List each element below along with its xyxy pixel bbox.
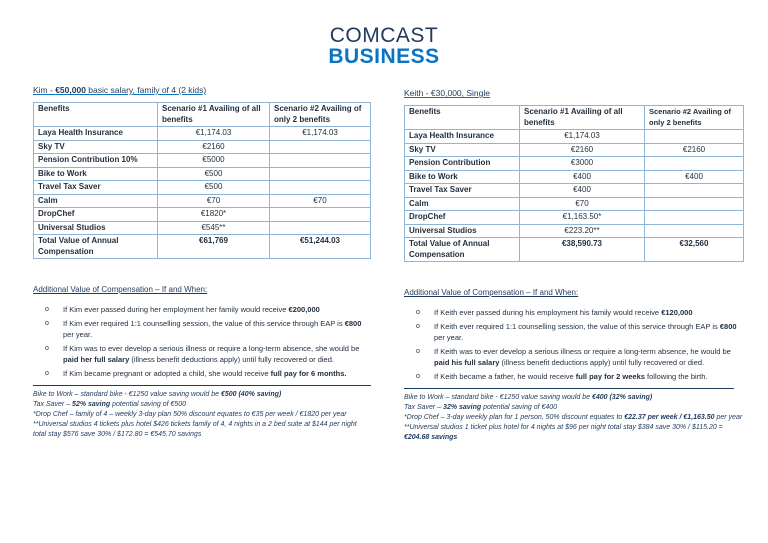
text-part: (illness benefit deductions apply) until fully recovered or died.: [129, 355, 334, 364]
table-header-row: [405, 106, 744, 130]
text-part: If Kim became pregnant or adopted a child, she would receive: [63, 369, 271, 378]
benefit-name: Bike to Work: [405, 170, 520, 184]
scenario-2-value: [270, 181, 371, 195]
text-part: (illness benefit deductions apply) until fully recovered or died.: [499, 358, 705, 367]
text-part: *Drop Chef – 3-day weekly plan for 1 person, 50% discount equates to: [404, 414, 625, 421]
text-bold: paid her full salary: [63, 355, 130, 364]
total-label: Total Value of Annual Compensation: [405, 238, 520, 262]
total-label: Total Value of Annual Compensation: [34, 235, 158, 259]
keith-footnotes: [404, 393, 744, 443]
scenario-2-value: [645, 224, 744, 238]
text-part: Bike to Work – standard bike - €1250 value saving would be: [404, 394, 592, 401]
total-row: [34, 235, 371, 259]
text-part: per year: [714, 414, 743, 421]
text-bold: €120,000: [661, 308, 693, 317]
keith-additional-list: [404, 307, 744, 382]
kim-heading-name: Kim -: [33, 85, 56, 95]
benefit-name: DropChef: [405, 211, 520, 225]
list-item: [404, 346, 744, 368]
text-part: If Kim ever passed during her employment her family would receive: [63, 305, 289, 314]
table-row: [34, 167, 371, 181]
scenario-1-value: €2160: [520, 143, 645, 157]
table-row: [34, 194, 371, 208]
bullet-icon: o: [416, 348, 420, 355]
bullet-icon: o: [416, 323, 420, 330]
scenario-1-value: €1,163.50*: [520, 211, 645, 225]
scenario-2-value: €70: [270, 194, 371, 208]
text-bold: paid his full salary: [434, 358, 500, 367]
kim-heading-salary: €50,000: [55, 85, 86, 95]
kim-benefits-table: [33, 102, 371, 259]
kim-additional-list: [33, 304, 371, 379]
header-scenario-2: Scenario #2 Availing of only 2 benefits: [645, 106, 744, 130]
scenario-2-value: [645, 184, 744, 198]
benefit-name: DropChef: [34, 208, 158, 222]
text-part: potential saving of €400: [481, 404, 558, 411]
footnote-line: [404, 413, 744, 423]
bullet-icon: o: [45, 320, 49, 327]
text-part: If Keith became a father, he would receive: [434, 372, 576, 381]
text-part: If Keith ever required 1:1 counselling session, the value of this service through EAP is: [434, 322, 720, 331]
scenario-2-value: [270, 140, 371, 154]
scenario-2-value: €2160: [645, 143, 744, 157]
scenario-2-value: [645, 130, 744, 144]
footnote-line: [33, 410, 371, 420]
scenario-1-value: €70: [158, 194, 270, 208]
total-scenario-1: €61,769: [158, 235, 270, 259]
kim-heading: [33, 85, 371, 96]
benefit-name: Laya Health Insurance: [34, 127, 158, 141]
list-item: [404, 307, 744, 318]
table-row: [405, 197, 744, 211]
benefit-name: Travel Tax Saver: [405, 184, 520, 198]
table-row: [34, 181, 371, 195]
bullet-icon: o: [416, 309, 420, 316]
keith-heading: Keith - €30,000, Single: [404, 88, 491, 98]
divider: [404, 388, 734, 389]
text-bold: €800: [719, 322, 737, 331]
scenario-1-value: €400: [520, 184, 645, 198]
table-row: [405, 143, 744, 157]
list-item: [33, 343, 371, 365]
kim-additional-title: Additional Value of Compensation – If and When:: [33, 285, 208, 294]
header-scenario-1: Scenario #1 Availing of all benefits: [158, 103, 270, 127]
benefit-name: Universal Studios: [405, 224, 520, 238]
table-row: [405, 130, 744, 144]
text-part: **Universal studios 4 tickets plus hotel $426 tickets family of 4, 4 nights in a 2 bed suite at $144 per night total stay $576 save 30% / $172.80 = €545.70 savings: [33, 421, 357, 438]
text-bold: full pay for 6 months.: [270, 369, 347, 378]
scenario-1-value: €2160: [158, 140, 270, 154]
benefit-name: Calm: [34, 194, 158, 208]
table-row: [405, 211, 744, 225]
footnote-line: [33, 420, 371, 440]
kim-heading-rest: basic salary, family of 4 (2 kids): [85, 85, 207, 95]
footnote-line: [33, 400, 371, 410]
scenario-1-value: €1820*: [158, 208, 270, 222]
keith-section: [404, 88, 744, 443]
text-part: If Kim was to ever develop a serious illness or require a long-term absence, she would be: [63, 344, 360, 353]
text-part: potential saving of €500: [110, 401, 187, 408]
text-bold: €22.37 per week / €1,163.50: [624, 414, 715, 421]
text-bold: €800: [344, 319, 362, 328]
scenario-1-value: €70: [520, 197, 645, 211]
text-bold: 32% saving: [443, 404, 482, 411]
scenario-2-value: [270, 221, 371, 235]
text-bold: 52% saving: [72, 401, 111, 408]
text-part: If Keith was to ever develop a serious illness or require a long-term absence, he would be: [434, 347, 731, 356]
text-bold: €400 (32% saving): [591, 394, 653, 401]
scenario-2-value: [270, 167, 371, 181]
scenario-2-value: €400: [645, 170, 744, 184]
text-part: following the birth.: [644, 372, 708, 381]
list-item: [404, 371, 744, 382]
scenario-1-value: €5000: [158, 154, 270, 168]
benefit-name: Pension Contribution: [405, 157, 520, 171]
total-scenario-2: €32,560: [645, 238, 744, 262]
table-header-row: [34, 103, 371, 127]
logo-comcast-text: COMCAST: [329, 24, 439, 47]
text-part: If Keith ever passed during his employment his family would receive: [434, 308, 662, 317]
kim-footnotes: [33, 390, 371, 440]
bullet-icon: o: [416, 373, 420, 380]
table-row: [405, 224, 744, 238]
total-scenario-1: €38,590.73: [520, 238, 645, 262]
total-scenario-2: €51,244.03: [270, 235, 371, 259]
text-part: per year.: [434, 333, 464, 342]
benefit-name: Sky TV: [405, 143, 520, 157]
benefit-name: Calm: [405, 197, 520, 211]
table-row: [34, 208, 371, 222]
header-scenario-2: Scenario #2 Availing of only 2 benefits: [270, 103, 371, 127]
footnote-line: [404, 423, 744, 443]
footnote-line: [404, 403, 744, 413]
table-row: [34, 154, 371, 168]
keith-additional-title: Additional Value of Compensation – If and When:: [404, 288, 579, 297]
benefit-name: Travel Tax Saver: [34, 181, 158, 195]
logo-business-text: BUSINESS: [328, 45, 440, 68]
text-part: Tax Saver –: [404, 404, 444, 411]
header-benefits: Benefits: [34, 103, 158, 127]
header-benefits: Benefits: [405, 106, 520, 130]
text-bold: €500 (40% saving): [220, 391, 282, 398]
scenario-1-value: €1,174.03: [158, 127, 270, 141]
table-row: [405, 157, 744, 171]
table-row: [34, 221, 371, 235]
text-bold: full pay for 2 weeks: [575, 372, 645, 381]
text-part: If Kim ever required 1:1 counselling session, the value of this service through EAP is: [63, 319, 345, 328]
list-item: [33, 368, 371, 379]
footnote-line: [404, 393, 744, 403]
kim-section: [33, 85, 371, 440]
benefit-name: Sky TV: [34, 140, 158, 154]
bullet-icon: o: [45, 345, 49, 352]
table-row: [405, 170, 744, 184]
total-row: [405, 238, 744, 262]
scenario-1-value: €1,174.03: [520, 130, 645, 144]
scenario-2-value: [645, 197, 744, 211]
text-bold: €204.68 savings: [404, 434, 458, 441]
scenario-1-value: €3000: [520, 157, 645, 171]
scenario-2-value: €1,174.03: [270, 127, 371, 141]
benefit-name: Pension Contribution 10%: [34, 154, 158, 168]
list-item: [33, 318, 371, 340]
text-part: **Universal studios 1 ticket plus hotel for 4 nights at $96 per night total stay $384 save 30% / $115.20 =: [404, 424, 723, 431]
list-item: [33, 304, 371, 315]
scenario-2-value: [270, 154, 371, 168]
bullet-icon: o: [45, 370, 49, 377]
list-item: [404, 321, 744, 343]
scenario-1-value: €500: [158, 167, 270, 181]
text-bold: €200,000: [288, 305, 320, 314]
scenario-1-value: €545**: [158, 221, 270, 235]
scenario-2-value: [270, 208, 371, 222]
benefit-name: Bike to Work: [34, 167, 158, 181]
table-row: [34, 127, 371, 141]
scenario-1-value: €500: [158, 181, 270, 195]
text-part: Bike to Work – standard bike - €1250 value saving would be: [33, 391, 221, 398]
header-scenario-1: Scenario #1 Availing of all benefits: [520, 106, 645, 130]
table-row: [34, 140, 371, 154]
scenario-1-value: €223.20**: [520, 224, 645, 238]
benefit-name: Laya Health Insurance: [405, 130, 520, 144]
scenario-2-value: [645, 211, 744, 225]
table-row: [405, 184, 744, 198]
bullet-icon: o: [45, 306, 49, 313]
divider: [33, 385, 371, 386]
footnote-line: [33, 390, 371, 400]
text-part: Tax Saver –: [33, 401, 73, 408]
scenario-1-value: €400: [520, 170, 645, 184]
benefit-name: Universal Studios: [34, 221, 158, 235]
text-part: *Drop Chef – family of 4 – weekly 3-day plan 50% discount equates to €35 per week / €1820 per year: [33, 411, 347, 418]
text-part: per year.: [63, 330, 93, 339]
scenario-2-value: [645, 157, 744, 171]
keith-benefits-table: [404, 105, 744, 262]
